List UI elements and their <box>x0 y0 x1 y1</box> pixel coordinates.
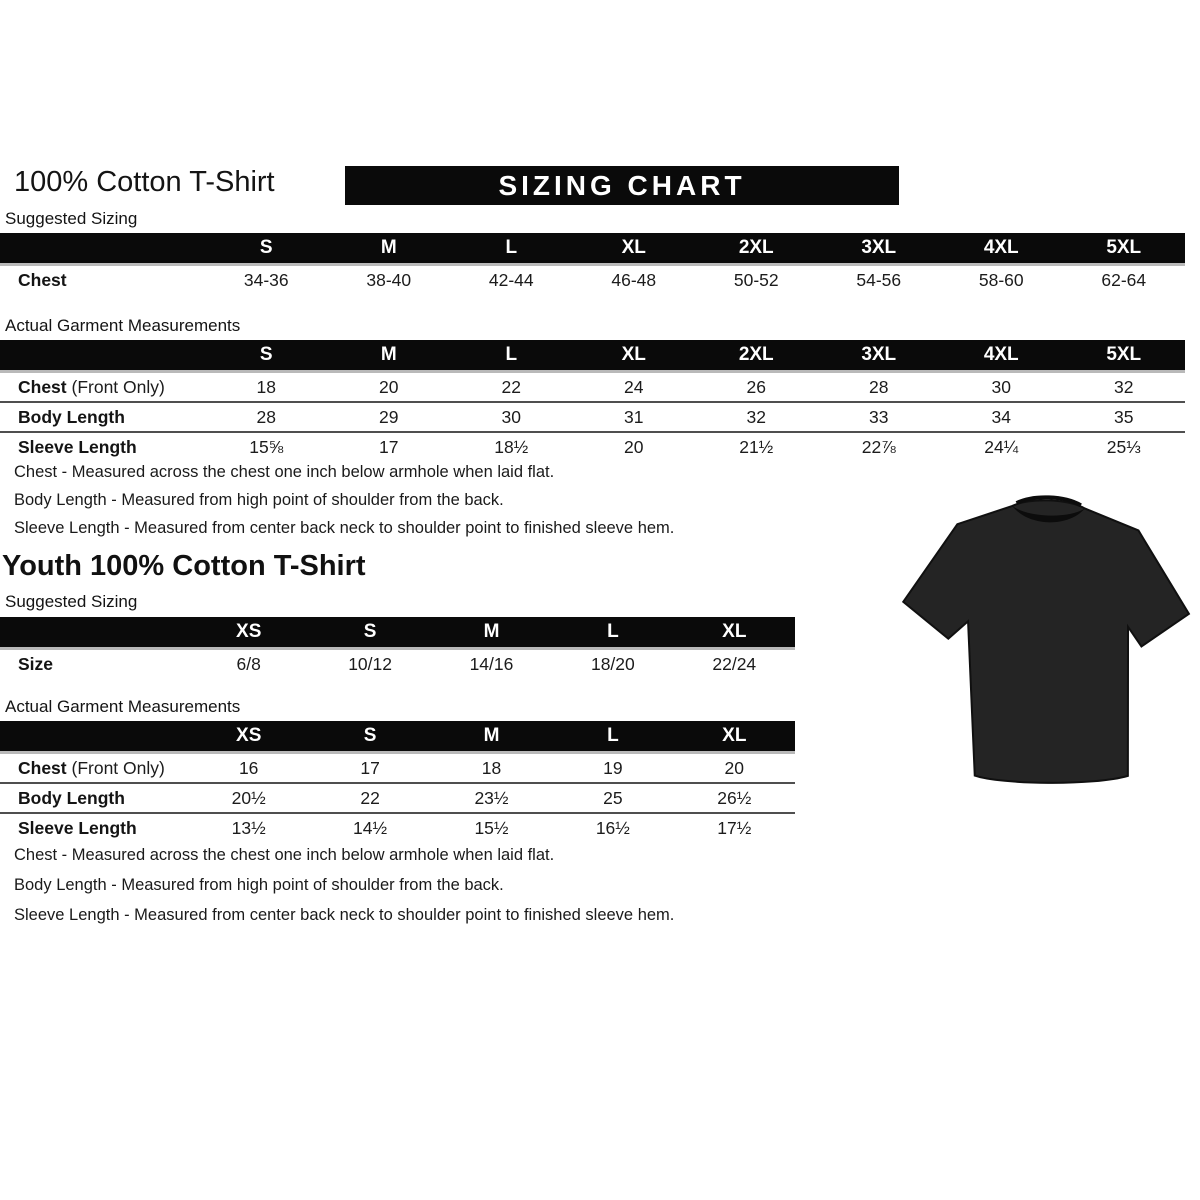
note-sleeve-length: Sleeve Length - Measured from center back neck to shoulder point to finished sleeve hem. <box>14 519 675 537</box>
youth-suggested-sizing-table <box>0 617 795 678</box>
size-column-header: S <box>205 340 328 372</box>
youth-suggested-sizing-label: Suggested Sizing <box>5 592 138 611</box>
table-header-row <box>0 340 1185 372</box>
note-chest: Chest - Measured across the chest one inch below armhole when laid flat. <box>14 846 555 864</box>
table-row <box>0 649 795 679</box>
measurement-value: 18 <box>205 372 328 403</box>
measurement-value: 33 <box>818 402 941 432</box>
measurement-value: 16 <box>188 753 309 784</box>
measurement-value: 24 <box>573 372 696 403</box>
row-label: Chest (Front Only) <box>0 753 188 784</box>
table-header-row <box>0 233 1185 265</box>
measurement-value: 58-60 <box>978 269 1024 290</box>
measurement-value: 24¼ <box>984 436 1019 457</box>
black-tshirt-graphic <box>887 467 1200 811</box>
measurement-value: 22/24 <box>712 653 757 674</box>
measurement-value: 35 <box>1063 402 1186 432</box>
measurement-value: 18/20 <box>590 653 635 674</box>
measurement-value: 50-52 <box>733 269 779 290</box>
size-column-header: 2XL <box>695 233 818 265</box>
table-row <box>0 265 1185 295</box>
table-row <box>0 372 1185 403</box>
size-column-header: XL <box>573 340 696 372</box>
measurement-value: 16½ <box>595 817 630 838</box>
measurement-value: 15½ <box>474 817 509 838</box>
youth-actual-measurements-label: Actual Garment Measurements <box>5 697 241 716</box>
row-label: Body Length <box>0 402 205 432</box>
measurement-value: 22 <box>309 783 430 813</box>
row-label: Chest <box>18 269 67 290</box>
measurement-value: 13½ <box>231 817 266 838</box>
sizing-chart-banner: SIZING CHART <box>345 166 899 205</box>
measurement-value: 18½ <box>494 436 529 457</box>
row-label: Sleeve Length <box>18 436 137 457</box>
tshirt-body <box>897 495 1193 787</box>
row-label: Size <box>18 653 54 674</box>
size-column-header: 5XL <box>1063 233 1186 265</box>
note-sleeve-length: Sleeve Length - Measured from center back neck to shoulder point to finished sleeve hem. <box>14 906 675 924</box>
size-column-header: M <box>431 617 552 649</box>
measurement-value: 26 <box>695 372 818 403</box>
note-body-length: Body Length - Measured from high point of shoulder from the back. <box>14 491 504 509</box>
note-body-length: Body Length - Measured from high point of shoulder from the back. <box>14 876 504 894</box>
row-label-header <box>0 233 205 265</box>
measurement-value: 17 <box>309 753 430 784</box>
table-row <box>0 783 795 813</box>
measurement-value: 30 <box>940 372 1063 403</box>
measurement-value: 10/12 <box>348 653 392 674</box>
size-column-header: M <box>328 233 451 265</box>
measurement-value: 14½ <box>353 817 388 838</box>
measurement-value: 20½ <box>188 783 309 813</box>
table-header-row <box>0 617 795 649</box>
table-row <box>0 402 1185 432</box>
youth-section-title: Youth 100% Cotton T-Shirt <box>2 550 366 582</box>
note-chest: Chest - Measured across the chest one inch below armhole when laid flat. <box>14 463 555 481</box>
measurement-value: 17 <box>379 436 399 457</box>
row-label: Chest (Front Only) <box>0 372 205 403</box>
size-column-header: 4XL <box>940 340 1063 372</box>
measurement-value: 17½ <box>717 817 752 838</box>
measurement-value: 26½ <box>674 783 795 813</box>
page-title: 100% Cotton T-Shirt <box>14 166 275 198</box>
measurement-value: 29 <box>328 402 451 432</box>
measurement-value: 38-40 <box>366 269 412 290</box>
tshirt-image <box>887 467 1200 811</box>
row-label-header <box>0 340 205 372</box>
measurement-value: 46-48 <box>611 269 657 290</box>
row-label: Sleeve Length <box>18 817 137 838</box>
adult-actual-measurements-label: Actual Garment Measurements <box>5 316 241 335</box>
measurement-value: 14/16 <box>469 653 514 674</box>
row-label-header <box>0 617 188 649</box>
measurement-value: 21½ <box>739 436 774 457</box>
adult-measurement-notes <box>14 463 674 547</box>
measurement-value: 31 <box>573 402 696 432</box>
size-column-header: L <box>450 340 573 372</box>
size-column-header: 5XL <box>1063 340 1186 372</box>
youth-measurement-notes <box>14 846 674 936</box>
size-column-header: S <box>205 233 328 265</box>
measurement-value: 20 <box>674 753 795 784</box>
size-column-header: M <box>431 721 552 753</box>
measurement-value: 62-64 <box>1101 269 1147 290</box>
measurement-value: 22⅞ <box>861 436 896 457</box>
table-row <box>0 813 795 842</box>
measurement-value: 34-36 <box>243 269 289 290</box>
size-column-header: XS <box>188 617 309 649</box>
size-column-header: XL <box>573 233 696 265</box>
measurement-value: 42-44 <box>488 269 534 290</box>
measurement-value: 34 <box>940 402 1063 432</box>
measurement-value: 54-56 <box>856 269 902 290</box>
measurement-value: 23½ <box>431 783 552 813</box>
table-row <box>0 753 795 784</box>
measurement-value: 18 <box>431 753 552 784</box>
size-column-header: S <box>309 721 430 753</box>
size-column-header: 4XL <box>940 233 1063 265</box>
measurement-value: 25⅓ <box>1106 436 1141 457</box>
size-column-header: XS <box>188 721 309 753</box>
measurement-value: 25 <box>552 783 673 813</box>
adult-suggested-sizing-label: Suggested Sizing <box>5 209 138 228</box>
measurement-value: 19 <box>552 753 673 784</box>
table-header-row <box>0 721 795 753</box>
size-column-header: 3XL <box>818 340 941 372</box>
adult-suggested-sizing-table <box>0 233 1185 294</box>
size-column-header: M <box>328 340 451 372</box>
size-column-header: L <box>552 617 673 649</box>
size-column-header: L <box>450 233 573 265</box>
row-label-header <box>0 721 188 753</box>
measurement-value: 32 <box>695 402 818 432</box>
size-column-header: S <box>309 617 430 649</box>
measurement-value: 6/8 <box>236 653 261 674</box>
measurement-value: 28 <box>818 372 941 403</box>
youth-actual-measurements-table <box>0 721 795 842</box>
size-column-header: 3XL <box>818 233 941 265</box>
measurement-value: 20 <box>624 436 644 457</box>
row-label: Body Length <box>0 783 188 813</box>
measurement-value: 30 <box>450 402 573 432</box>
adult-actual-measurements-table <box>0 340 1185 461</box>
measurement-value: 15⅝ <box>249 436 284 457</box>
size-column-header: L <box>552 721 673 753</box>
size-column-header: XL <box>674 721 795 753</box>
measurement-value: 20 <box>328 372 451 403</box>
size-column-header: XL <box>674 617 795 649</box>
size-column-header: 2XL <box>695 340 818 372</box>
measurement-value: 32 <box>1063 372 1186 403</box>
measurement-value: 22 <box>450 372 573 403</box>
measurement-value: 28 <box>205 402 328 432</box>
table-row <box>0 432 1185 461</box>
